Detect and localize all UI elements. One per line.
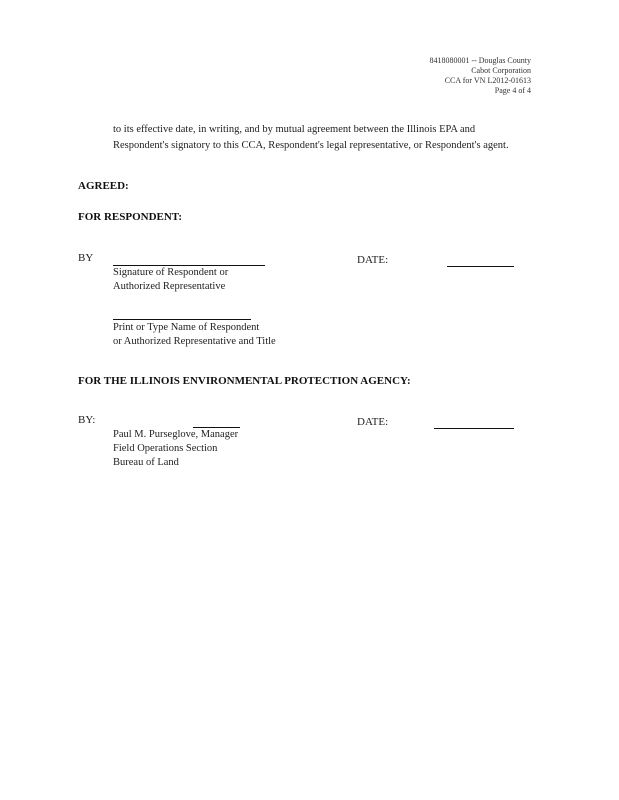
- signature-caption-line-2: Authorized Representative: [113, 281, 226, 292]
- agency-date-line: [434, 428, 514, 429]
- agency-signatory-block: [113, 428, 238, 470]
- agency-signatory-name: Paul M. Purseglove, Manager: [113, 429, 239, 440]
- header-line-4: Page 4 of 4: [494, 86, 531, 95]
- respondent-print-name-line: [113, 319, 251, 320]
- header-line-3: CCA for VN L2012-01613: [444, 76, 531, 85]
- agency-signatory-section: Field Operations Section: [113, 443, 218, 454]
- page-header: [429, 56, 531, 96]
- respondent-heading: FOR RESPONDENT:: [78, 211, 182, 223]
- respondent-date-label: DATE:: [357, 254, 389, 266]
- header-line-2: Cabot Corporation: [471, 66, 531, 75]
- respondent-print-caption: [113, 321, 276, 349]
- header-line-1: 8418080001 -- Douglas County: [429, 56, 531, 65]
- print-caption-line-1: Print or Type Name of Respondent: [113, 322, 260, 333]
- print-caption-line-2: or Authorized Representative and Title: [113, 336, 276, 347]
- agreed-heading: AGREED:: [78, 180, 129, 192]
- agency-by-label: BY:: [78, 414, 96, 426]
- signature-caption-line-1: Signature of Respondent or: [113, 267, 229, 278]
- agency-heading: FOR THE ILLINOIS ENVIRONMENTAL PROTECTION AGENCY:: [78, 375, 411, 387]
- respondent-date-line: [447, 266, 514, 267]
- agency-signatory-bureau: Bureau of Land: [113, 457, 179, 468]
- body-paragraph: to its effective date, in writing, and by mutual agreement between the Illinois EPA and Respondent's signatory to this CCA, Respondent's legal representative, or Respondent's agent.: [113, 124, 509, 151]
- respondent-by-label: BY: [78, 252, 94, 264]
- agency-date-label: DATE:: [357, 416, 389, 428]
- respondent-signature-caption: [113, 266, 228, 294]
